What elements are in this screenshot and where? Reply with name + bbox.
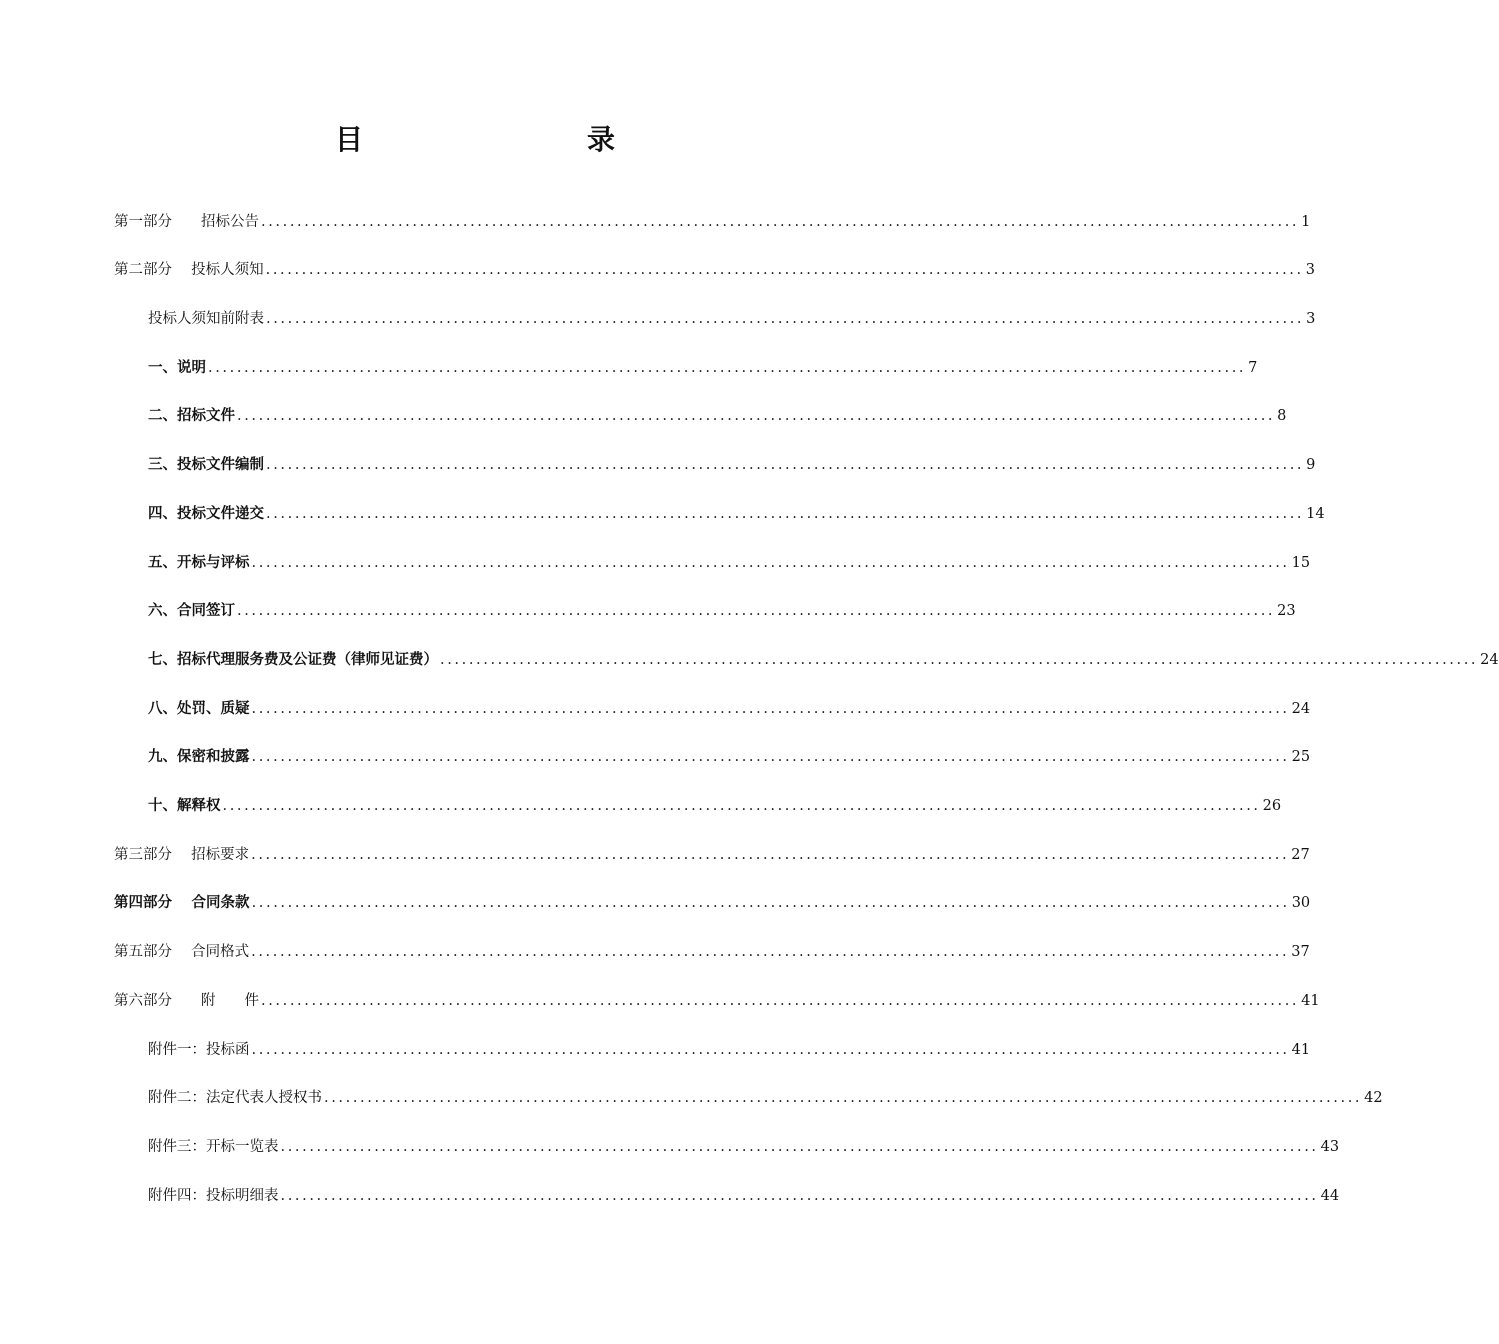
toc-entry-label: 附件四：投标明细表 (148, 1187, 279, 1204)
toc-entry[interactable] (148, 621, 1499, 670)
toc-entry[interactable] (148, 280, 1316, 329)
toc-entry[interactable] (114, 962, 1320, 1011)
toc-entry[interactable] (148, 1157, 1340, 1206)
toc-entry-label: 五、开标与评标 (148, 554, 250, 571)
toc-entry-label: 六、合同签订 (148, 603, 235, 620)
toc-page-number: 23 (1277, 603, 1296, 620)
toc-entry-label: 第四部分 合同条款 (114, 895, 250, 912)
toc-page-number: 24 (1291, 700, 1311, 717)
toc-entry[interactable] (148, 1108, 1340, 1157)
toc-entry[interactable] (114, 914, 1310, 963)
toc-entry[interactable] (114, 183, 1311, 232)
toc-page-number: 41 (1291, 1041, 1311, 1058)
toc-entry-label: 附件二：法定代表人授权书 (148, 1090, 322, 1107)
toc-dot-leader: ................................................................................................................................................ (280, 1187, 1319, 1204)
toc-dot-leader: ................................................................................................................................................ (280, 1138, 1319, 1155)
toc-dot-leader: ................................................................................................................................................ (261, 992, 1300, 1009)
toc-dot-leader: ................................................................................................................................................ (266, 505, 1305, 522)
toc-entry-label: 九、保密和披露 (148, 749, 250, 766)
toc-entry[interactable] (148, 524, 1311, 573)
toc-dot-leader: ................................................................................................................................................ (251, 944, 1290, 961)
toc-entry[interactable] (114, 865, 1311, 914)
toc-entry-label: 二、招标文件 (148, 408, 235, 425)
toc-page-number: 14 (1306, 505, 1325, 522)
toc-entry[interactable] (148, 329, 1258, 378)
toc-entry[interactable] (148, 573, 1296, 622)
toc-dot-leader: ................................................................................................................................................ (237, 408, 1276, 425)
toc-entry-label: 第二部分 投标人须知 (114, 262, 264, 279)
toc-dot-leader: ................................................................................................................................................ (237, 603, 1276, 620)
toc-page-number: 7 (1248, 359, 1258, 376)
toc-entry-label: 第三部分 招标要求 (114, 846, 250, 863)
toc-entry-label: 第五部分 合同格式 (114, 944, 250, 961)
toc-entry[interactable] (148, 1011, 1311, 1060)
toc-entry[interactable] (148, 378, 1287, 427)
toc-page-number: 26 (1262, 798, 1282, 815)
toc-page-number: 41 (1301, 992, 1320, 1009)
toc-entry-label: 一、说明 (148, 359, 206, 376)
toc-page-number: 37 (1291, 944, 1310, 961)
toc-dot-leader: ................................................................................................................................................ (222, 798, 1261, 815)
toc-page-number: 8 (1277, 408, 1287, 425)
toc-dot-leader: ................................................................................................................................................ (440, 651, 1479, 668)
toc-entry[interactable] (148, 719, 1311, 768)
toc-page-number: 1 (1301, 213, 1311, 230)
toc-dot-leader: ................................................................................................................................................ (265, 262, 1304, 279)
toc-entry-label: 十、解释权 (148, 798, 221, 815)
toc-dot-leader: ................................................................................................................................................ (251, 749, 1290, 766)
toc-entry-label: 四、投标文件递交 (148, 505, 264, 522)
toc-dot-leader: ................................................................................................................................................ (251, 846, 1290, 863)
toc-entry-label: 第一部分 招标公告 (114, 213, 259, 230)
toc-entry[interactable] (148, 427, 1316, 476)
toc-page-number: 15 (1291, 554, 1311, 571)
toc-page-number: 30 (1291, 895, 1311, 912)
toc-page-number: 42 (1364, 1090, 1383, 1107)
toc-dot-leader: ................................................................................................................................................ (324, 1090, 1363, 1107)
toc-entry-label: 附件一：投标函 (148, 1041, 250, 1058)
toc-dot-leader: ................................................................................................................................................ (266, 311, 1305, 328)
toc-entry-label: 投标人须知前附表 (148, 311, 264, 328)
toc-entry-label: 第六部分 附 件 (114, 992, 259, 1009)
toc-entry[interactable] (114, 232, 1315, 281)
toc-dot-leader: ................................................................................................................................................ (261, 213, 1300, 230)
toc-dot-leader: ................................................................................................................................................ (251, 554, 1290, 571)
toc-page-number: 25 (1291, 749, 1311, 766)
toc-page-number: 9 (1306, 457, 1316, 474)
toc-page-number: 27 (1291, 846, 1310, 863)
toc-entry-label: 八、处罚、质疑 (148, 700, 250, 717)
toc-page-number: 44 (1320, 1187, 1340, 1204)
toc-page-number: 43 (1320, 1138, 1340, 1155)
toc-dot-leader: ................................................................................................................................................ (251, 895, 1290, 912)
toc-page-number: 3 (1305, 262, 1315, 279)
toc-dot-leader: ................................................................................................................................................ (266, 457, 1305, 474)
toc-dot-leader: ................................................................................................................................................ (208, 359, 1247, 376)
toc-entry-label: 附件三：开标一览表 (148, 1138, 279, 1155)
toc-page-number: 3 (1306, 311, 1316, 328)
toc-entry[interactable] (148, 1060, 1383, 1109)
toc-entry[interactable] (148, 670, 1311, 719)
page-title: 目 录 (334, 123, 671, 156)
toc-dot-leader: ................................................................................................................................................ (251, 700, 1290, 717)
toc-entry-label: 三、投标文件编制 (148, 457, 264, 474)
toc-entry-label: 七、招标代理服务费及公证费（律师见证费） (148, 651, 438, 668)
toc-entry[interactable] (148, 475, 1325, 524)
toc-entry[interactable] (148, 767, 1282, 816)
toc-page-number: 24 (1480, 651, 1499, 668)
toc-entry[interactable] (114, 816, 1310, 865)
toc-dot-leader: ................................................................................................................................................ (251, 1041, 1290, 1058)
